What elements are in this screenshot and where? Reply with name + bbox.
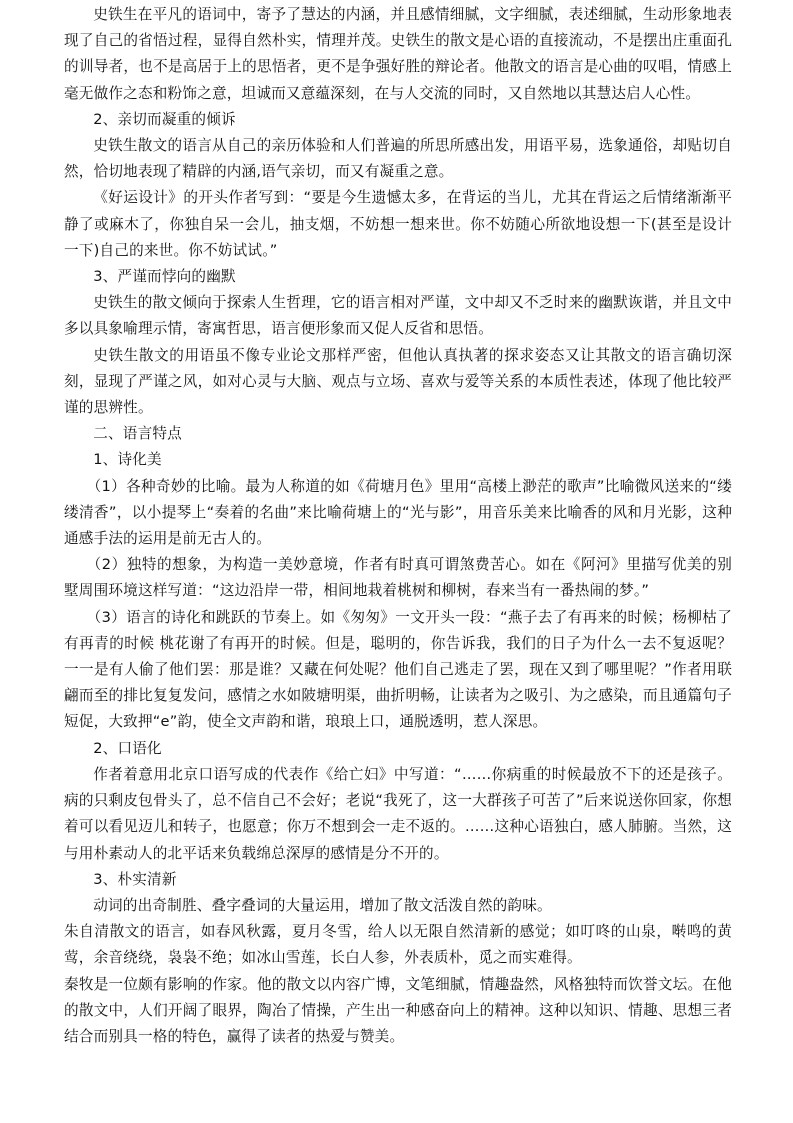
paragraph-zhu-ziqing: 朱自清散文的语言，如春风秋露，夏月冬雪，给人以无限自然清新的感觉；如叮咚的山泉，啭鸣的黄莺，余音绕绕，袅袅不绝；如冰山雪莲，长白人参，外表质朴，觅之而实难得。 — [64, 923, 732, 967]
section-heading-2-intimate: 2、亲切而凝重的倾诉 — [93, 110, 236, 128]
paragraph: 史铁生散文的语言从自己的亲历体验和人们普遍的所思所感出发，用语平易，选象通俗，却贴切自然，恰切地表现了精辟的内涵,语气亲切，而又有凝重之意。 — [64, 137, 732, 181]
paragraph: 动词的出奇制胜、叠字叠词的大量运用，增加了散文活泼自然的韵味。 — [93, 896, 552, 914]
paragraph: 史铁生的散文倾向于探索人生哲理，它的语言相对严谨，文中却又不乏时来的幽默诙谐，并且文中多以具象喻理示情，寄寓哲思，语言便形象而又促人反省和思悟。 — [64, 294, 732, 338]
document-page — [64, 2, 732, 1050]
paragraph-qin-mu: 秦牧是一位颇有影响的作家。他的散文以内容广博，文笔细腻，情趣盎然，风格独特而饮誉文坛。在他的散文中，人们开阔了眼界，陶冶了情操，产生出一种感奋向上的精神。这种以知识、情趣、思想三者结合而别具一格的特色，赢得了读者的热爱与赞美。 — [64, 975, 732, 1045]
section-heading-1-poetic: 1、诗化美 — [93, 451, 162, 469]
list-item-rhythm: （3）语言的诗化和跳跃的节奏上。如《匆匆》一文开头一段：“燕子去了有再来的时候；杨柳枯了有再青的时候 桃花谢了有再开的时候。但是，聪明的，你告诉我，我们的日子为什么一去不复返呢？一一是有人偷了他们罢：那是谁？又藏在何处呢？他们自己逃走了罢，现在又到了哪里呢？”作者用联翩而至的排比复复发问，感情之水如陂塘明渠，曲折明畅，让读者为之吸引、为之感染，而且通篇句子短促，大致押“e”韵，使全文声韵和谐，琅琅上口，通脱透明，惹人深思。 — [64, 608, 732, 731]
list-item-metaphor: （1）各种奇妙的比喻。最为人称道的如《荷塘月色》里用“高楼上渺茫的歌声”比喻微风送来的“缕缕清香”，以小提琴上“奏着的名曲”来比喻荷塘上的“光与影”，用音乐美来比喻香的风和月光影，这种通感手法的运用是前无古人的。 — [64, 477, 732, 548]
section-heading-3-plain: 3、朴实清新 — [93, 870, 177, 888]
paragraph: 史铁生散文的用语虽不像专业论文那样严密，但他认真执著的探求姿态又让其散文的语言确切深刻，显现了严谨之风，如对心灵与大脑、观点与立场、喜欢与爱等关系的本质性表述，体现了他比较严谨的思辨性。 — [64, 346, 732, 417]
list-item-imagination: （2）独特的想象，为构造一美妙意境，作者有时真可谓煞费苦心。如在《阿河》里描写优美的别墅周围环境这样写道：“这边沿岸一带，相间地栽着桃树和柳树，春来当有一番热闹的梦。” — [64, 556, 732, 600]
paragraph-intro: 史铁生在平凡的语词中，寄予了慧达的内涵，并且感情细腻，文字细腻，表述细腻，生动形象地表现了自己的省悟过程，显得自然朴实，情理并茂。史铁生的散文是心语的直接流动，不是摆出庄重面孔的训导者，也不是高居于上的思悟者，更不是争强好胜的辩论者。他散文的语言是心曲的叹唱，情感上毫无做作之态和粉饰之意，坦诚而又意蕴深刻，在与人交流的同时，又自然地以其慧达启人心性。 — [64, 6, 732, 102]
section-heading-2-colloquial: 2、口语化 — [93, 739, 162, 757]
section-heading-3-humor: 3、严谨而悖向的幽默 — [93, 268, 236, 286]
paragraph-quote-good-luck: 《好运设计》的开头作者写到：“要是今生遗憾太多，在背运的当儿，尤其在背运之后情绪渐渐平静了或麻木了，你独自呆一会儿，抽支烟，不妨想一想来世。你不妨随心所欲地设想一下(甚至是设计一下)自己的来世。你不妨试试。” — [64, 189, 732, 259]
paragraph-quote-wife: 作者着意用北京口语写成的代表作《给亡妇》中写道：“……你病重的时候最放不下的还是孩子。病的只剩皮包骨头了，总不信自己不会好；老说“我死了，这一大群孩子可苦了”后来说送你回家，你想着可以看见迈儿和转子，也愿意；你万不想到会一走不返的。……这种心语独白，感人肺腑。当然，这与用朴素动人的北平话来负载绵总深厚的感情是分不开的。 — [64, 765, 732, 862]
section-heading-language-features: 二、语言特点 — [93, 425, 182, 443]
